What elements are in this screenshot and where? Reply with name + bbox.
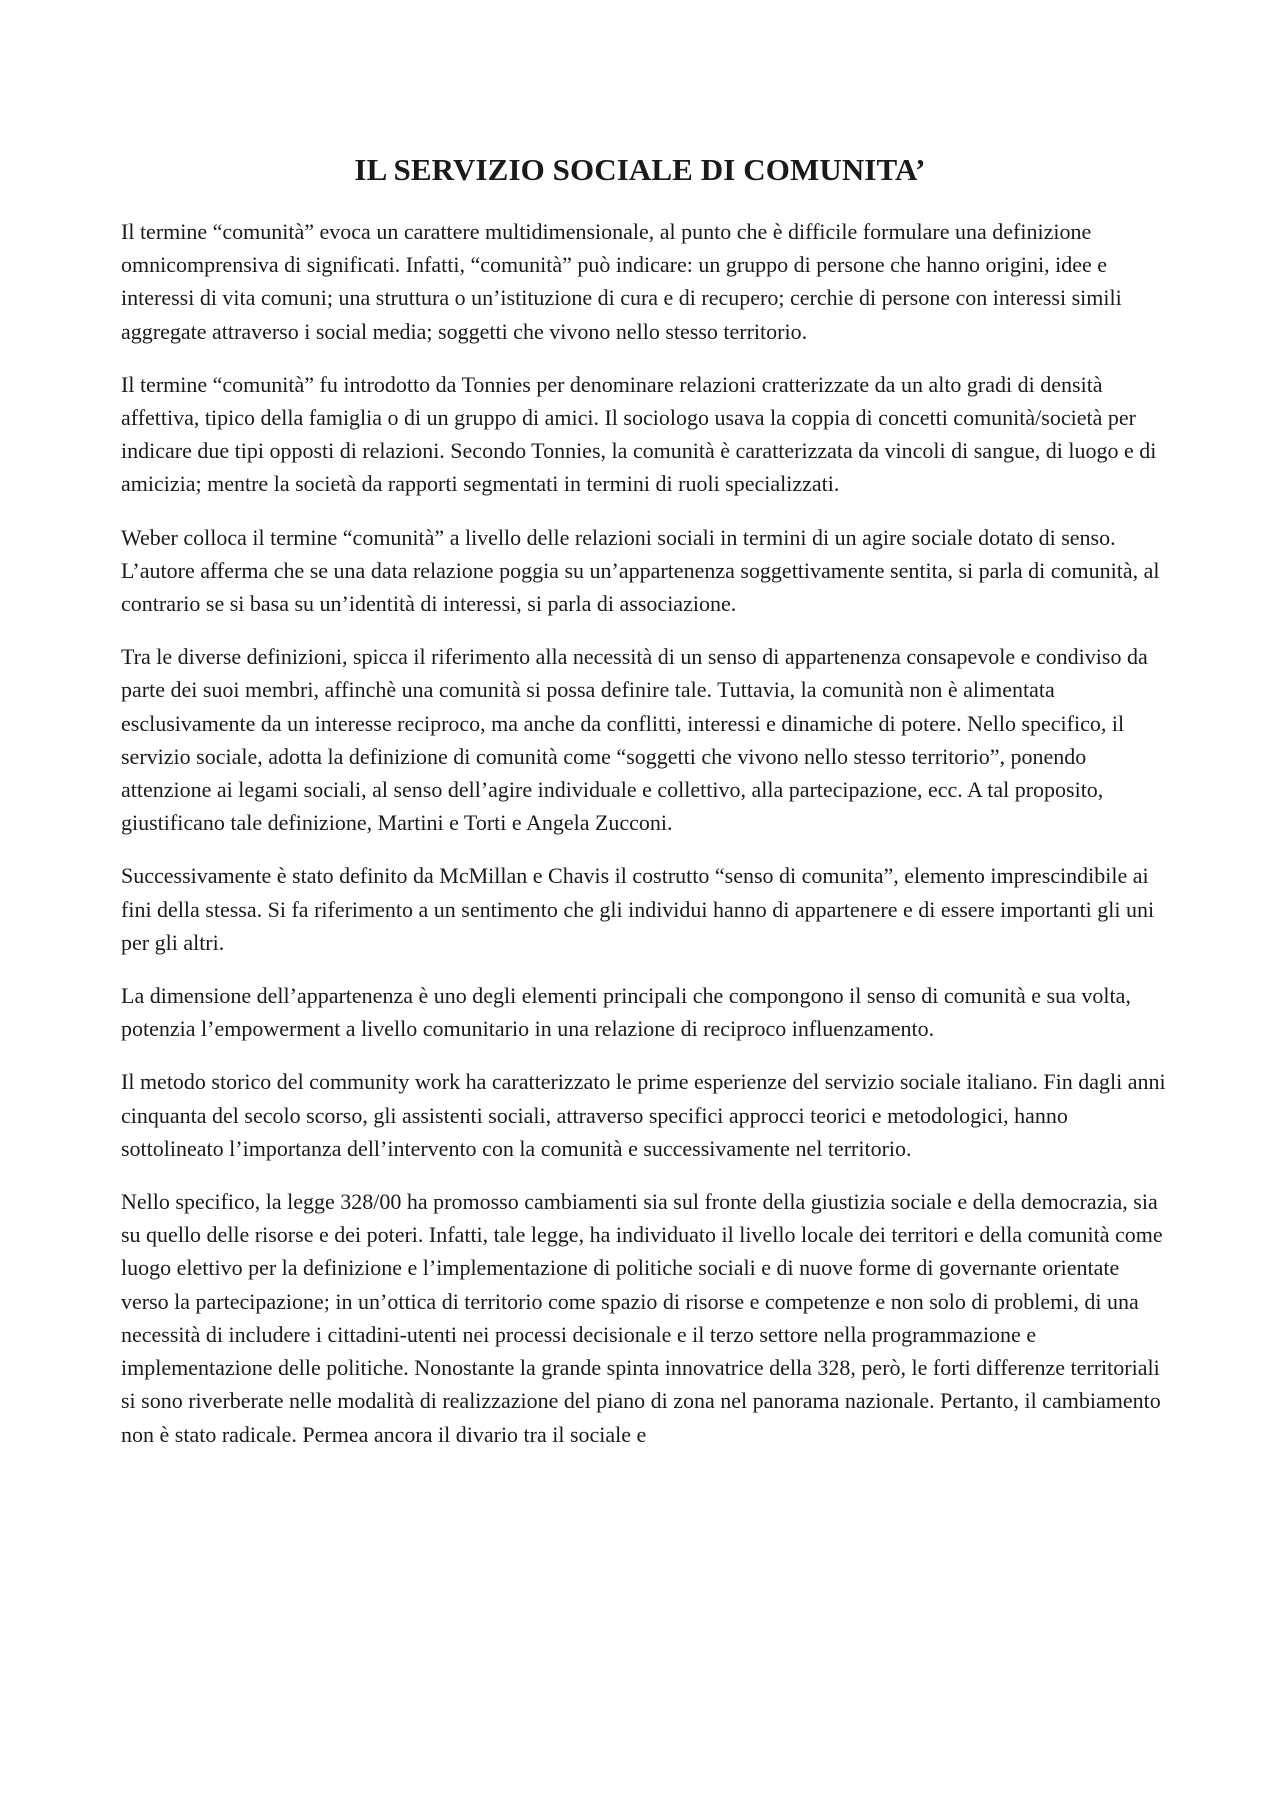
paragraph-2: Il termine “comunità” fu introdotto da Tonnies per denominare relazioni cratterizzate da un alto gradi di densità affettiva, tipico della famiglia o di un gruppo di amici. Il sociologo usava la coppia di concetti comunità/società per indicare due tipi opposti di relazioni. Secondo Tonnies, la comunità è caratterizzata da vincoli di sangue, di luogo e di amicizia; mentre la società da rapporti segmentati in termini di ruoli specializzati.	[121, 371, 1157, 497]
paragraph-3: Weber colloca il termine “comunità” a livello delle relazioni sociali in termini di un agire sociale dotato di senso. L’autore afferma che se una data relazione poggia su un’appartenenza soggettivamente sentita, si parla di comunità, al contrario se si basa su un’identità di interessi, si parla di associazione.	[121, 524, 1160, 617]
document-title: IL SERVIZIO SOCIALE DI COMUNITA’	[354, 152, 926, 187]
paragraph-1: Il termine “comunità” evoca un carattere multidimensionale, al punto che è difficile formulare una definizione omnicomprensiva di significati. Infatti, “comunità” può indicare: un gruppo di persone che hanno origini, idee e interessi di vita comuni; una struttura o un’istituzione di cura e di recupero; cerchie di persone con interessi simili aggregate attraverso i social media; soggetti che vivono nello stesso territorio.	[121, 219, 1122, 344]
paragraph-4: Tra le diverse definizioni, spicca il riferimento alla necessità di un senso di appartenenza consapevole e condiviso da parte dei suoi membri, affinchè una comunità si possa definire tale. Tuttavia, la comunità non è alimentata esclusivamente da un interesse reciproco, ma anche da conflitti, interessi e dinamiche di potere. Nello specifico, il servizio sociale, adotta la definizione di comunità come “soggetti che vivono nello stesso territorio”, ponendo attenzione ai legami sociali, al senso dell’agire individuale e collettivo, alla partecipazione, ecc. A tal proposito, giustificano tale definizione, Martini e Torti e Angela Zucconi.	[121, 644, 1148, 836]
paragraph-6: La dimensione dell’appartenenza è uno degli elementi principali che compongono il senso di comunità e sua volta, potenzia l’empowerment a livello comunitario in una relazione di reciproco influenzamento.	[121, 983, 1131, 1042]
document-body	[121, 215, 1166, 1471]
paragraph-7: Il metodo storico del community work ha caratterizzato le prime esperienze del servizio sociale italiano. Fin dagli anni cinquanta del secolo scorso, gli assistenti sociali, attraverso specifici approcci teorici e metodologici, hanno sottolineato l’importanza dell’intervento con la comunità e successivamente nel territorio.	[121, 1069, 1166, 1161]
paragraph-5: Successivamente è stato definito da McMillan e Chavis il costrutto “senso di comunita”, elemento imprescindibile ai fini della stessa. Si fa riferimento a un sentimento che gli individui hanno di appartenere e di essere importanti gli uni per gli altri.	[121, 863, 1155, 955]
paragraph-8: Nello specifico, la legge 328/00 ha promosso cambiamenti sia sul fronte della giustizia sociale e della democrazia, sia su quello delle risorse e dei poteri. Infatti, tale legge, ha individuato il livello locale dei territori e della comunità come luogo elettivo per la definizione e l’implementazione di politiche sociali e di nuove forme di governante orientate verso la partecipazione; in un’ottica di territorio come spazio di risorse e competenze e non solo di problemi, di una necessità di includere i cittadini-utenti nei processi decisionale e il terzo settore nella programmazione e implementazione delle politiche. Nonostante la grande spinta innovatrice della 328, però, le forti differenze territoriali si sono riverberate nelle modalità di realizzazione del piano di zona nel panorama nazionale. Pertanto, il cambiamento non è stato radicale. Permea ancora il divario tra il sociale e	[121, 1189, 1163, 1447]
